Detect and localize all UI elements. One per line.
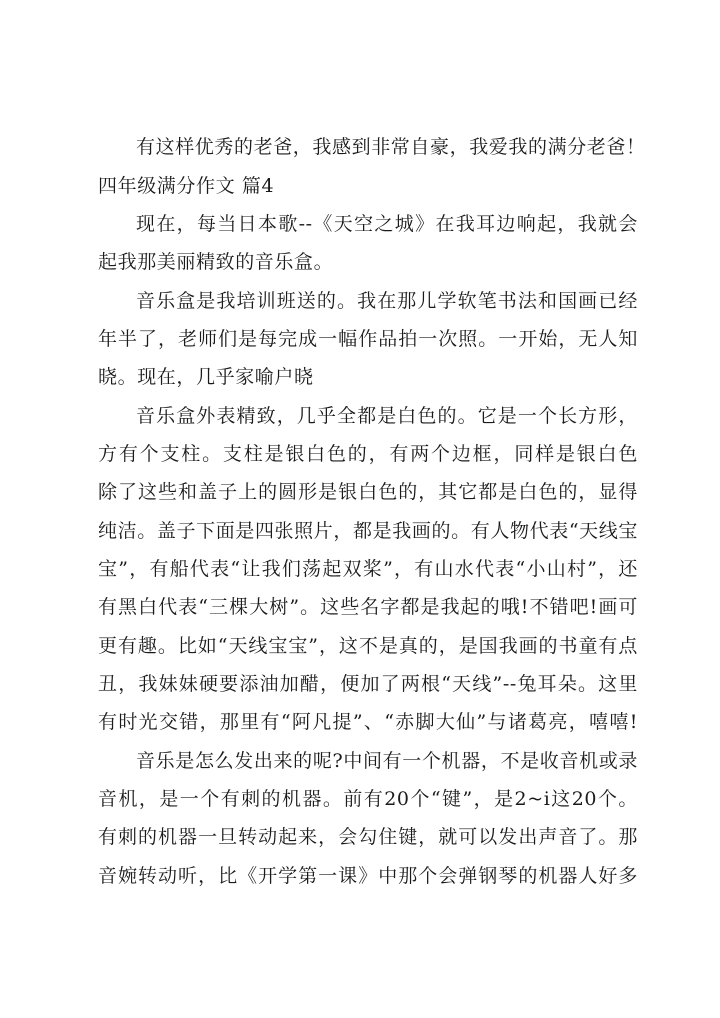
text-line: 除了这些和盖子上的圆形是银白色的，其它都是白色的，显得 <box>98 481 638 503</box>
text-line: 有时光交错，那里有“阿凡提”、“赤脚大仙”与诸葛亮，嘻嘻! <box>98 711 638 733</box>
text-line: 有黑白代表“三棵大树”。这些名字都是我起的哦!不错吧!画可 <box>98 596 638 618</box>
text-line: 有这样优秀的老爸，我感到非常自豪，我爱我的满分老爸！ <box>136 136 646 158</box>
text-line: 有刺的机器一旦转动起来，会勾住键，就可以发出声音了。那 <box>98 826 638 848</box>
text-line: 音乐盒外表精致，几乎全都是白色的。它是一个长方形， <box>136 405 638 427</box>
text-line: 现在，每当日本歌--《天空之城》在我耳边响起，我就会 <box>136 213 638 235</box>
text-line: 晓。现在，几乎家喻户晓 <box>98 366 314 388</box>
text-line: 音婉转动听，比《开学第一课》中那个会弹钢琴的机器人好多 <box>98 865 638 887</box>
section-heading: 四年级满分作文 篇4 <box>98 175 275 197</box>
text-line: 起我那美丽精致的音乐盒。 <box>98 251 334 273</box>
text-line: 更有趣。比如“天线宝宝”，这不是真的，是国我画的书童有点 <box>98 635 638 657</box>
text-line: 丑，我妹妹硬要添油加醋，便加了两根“天线”--兔耳朵。这里 <box>98 673 638 695</box>
text-line: 音机，是一个有刺的机器。前有20个“键”，是2~i这20个。 <box>98 788 638 810</box>
text-line: 方有个支柱。支柱是银白色的，有两个边框，同样是银白色 <box>98 443 638 465</box>
text-line: 音乐盒是我培训班送的。我在那儿学软笔书法和国画已经 <box>136 290 638 312</box>
text-line: 纯洁。盖子下面是四张照片，都是我画的。有人物代表“天线宝 <box>98 520 638 542</box>
text-line: 宝”，有船代表“让我们荡起双桨”，有山水代表“小山村”，还 <box>98 558 638 580</box>
text-line: 年半了，老师们是每完成一幅作品拍一次照。一开始，无人知 <box>98 328 638 350</box>
text-line: 音乐是怎么发出来的呢?中间有一个机器，不是收音机或录 <box>136 750 638 772</box>
